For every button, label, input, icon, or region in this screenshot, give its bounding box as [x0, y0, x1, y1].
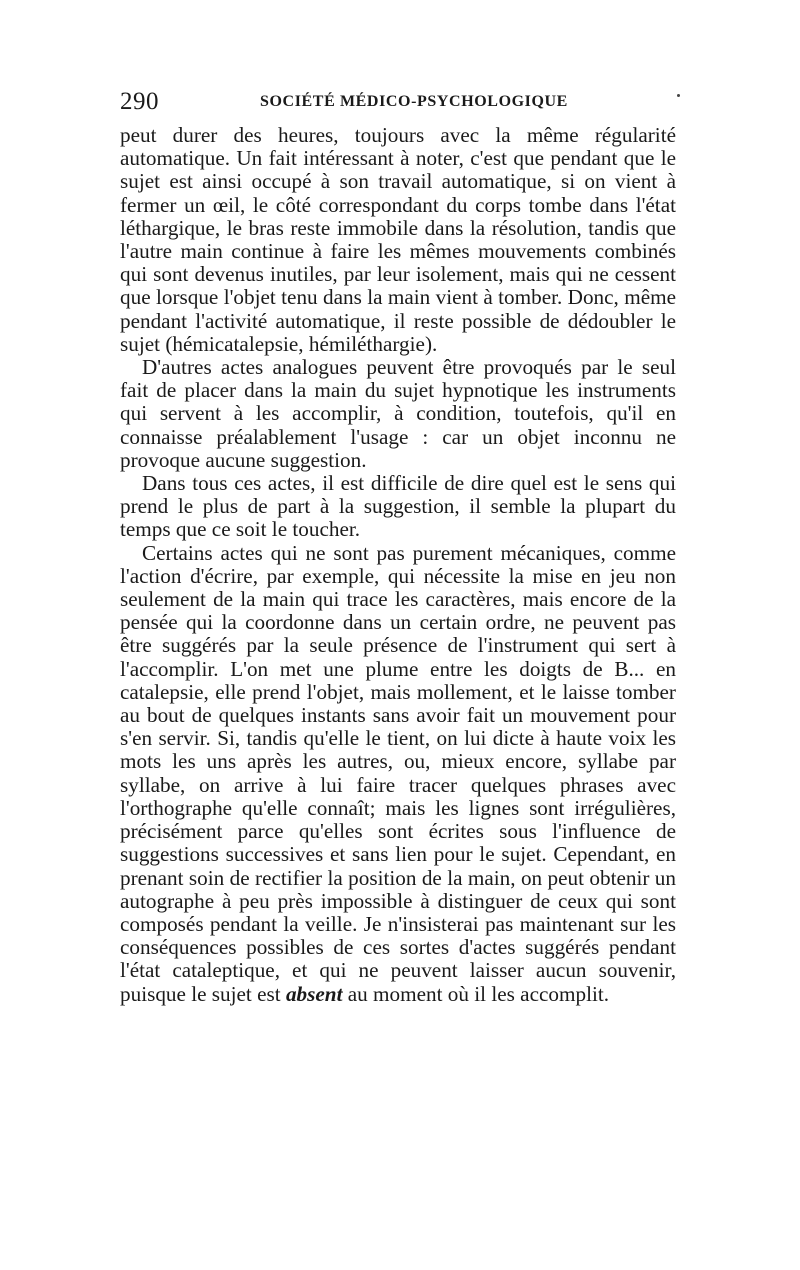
paragraph-sense-touch: Dans tous ces actes, il est difficile de dire quel est le sens qui prend le plus de part à la suggestion, il semble la plupart du temps que ce soit le toucher.: [120, 471, 676, 542]
body-text: [120, 124, 676, 1006]
running-head: SOCIÉTÉ MÉDICO-PSYCHOLOGIQUE: [260, 93, 568, 110]
printer-dot: [677, 94, 680, 97]
paragraph-writing-text-after: au moment où il les accomplit.: [342, 981, 610, 1006]
page-number: 290: [120, 88, 159, 115]
page-header: [120, 88, 680, 118]
paragraph-writing-acts: [120, 542, 676, 1006]
emphasized-word: absent: [285, 981, 343, 1006]
paragraph-writing-text-before: Certains actes qui ne sont pas purement mécaniques, comme l'action d'écrire, par exemple, qui nécessite la mise en jeu non seulement de la main qui trace les caractères, mais encore de la pensée qui la coordonne dans un certain ordre, ne peuvent pas être suggérés par la seule présence de l'instrument qui sert à l'accomplir. L'on met une plume entre les doigts de B... en catalepsie, elle prend l'objet, mais mollement, et le laisse tomber au bout de quelques instants sans avoir fait un mouvement pour s'en servir. Si, tandis qu'elle le tient, on lui dicte à haute voix les mots les uns après les autres, ou, mieux encore, syllabe par syllabe, on arrive à lui faire tracer quelques phrases avec l'orthographe qu'elle connaît; mais les lignes sont irrégulières, précisément parce qu'elles sont écrites sous l'influence de suggestions successives et sans lien pour le sujet. Cependant, en prenant soin de rectifier la position de la main, on peut obtenir un autographe à peu près impossible à distinguer de ceux qui sont composés pendant la veille. Je n'insisterai pas maintenant sur les conséquences possibles de ces sortes d'actes suggérés pendant l'état cataleptique, et qui ne peuvent laisser aucun souvenir, puisque le sujet est: [120, 540, 676, 1006]
paragraph-analogous-acts: D'autres actes analogues peuvent être provoqués par le seul fait de placer dans la main du sujet hypnotique les instruments qui servent à les accomplir, à condition, toutefois, qu'il en connaisse préalablement l'usage : car un objet inconnu ne provoque aucune suggestion.: [120, 355, 676, 472]
paragraph-continuation: peut durer des heures, toujours avec la même régularité automatique. Un fait intéressant à noter, c'est que pendant que le sujet est ainsi occupé à son travail automatique, si on vient à fermer un œil, le côté correspondant du corps tombe dans l'état léthargique, le bras reste immobile dans la résolution, tandis que l'autre main continue à faire les mêmes mouvements combinés qui sont devenus inutiles, par leur isolement, mais qui ne cessent que lorsque l'objet tenu dans la main vient à tomber. Donc, même pendant l'activité automatique, il reste possible de dédoubler le sujet (hémicatalepsie, hémiléthargie).: [120, 123, 676, 356]
